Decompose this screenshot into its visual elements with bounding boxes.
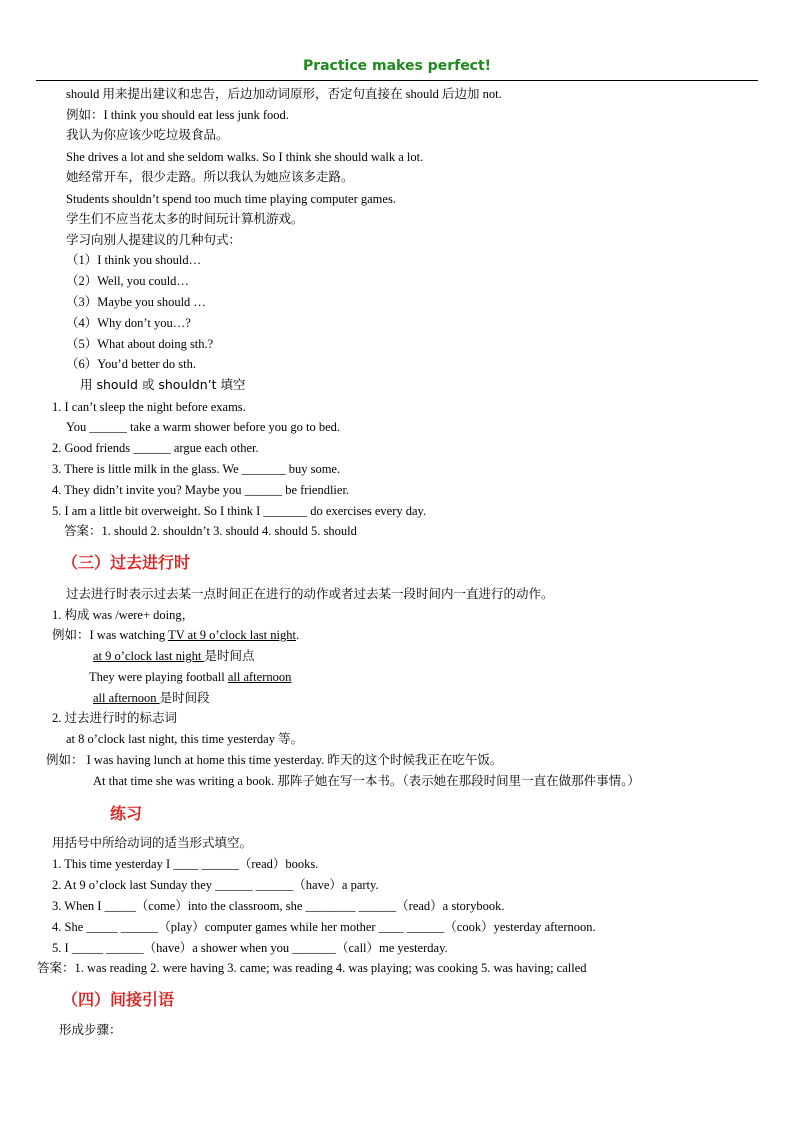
text-line: should 用来提出建议和忠告，后边加动词原形，否定句直接在 should 后边加 not. <box>66 87 502 101</box>
text-line: 学生们不应当花太多的时间玩计算机游戏。 <box>66 211 304 226</box>
text-line: 例如：I think you should eat less junk food. <box>66 108 289 122</box>
example-line <box>52 627 299 643</box>
section-heading: （三）过去进行时 <box>62 553 191 572</box>
exercise-item: 1. This time yesterday I ____ ______（read）books. <box>52 857 319 871</box>
list-item: （3）Maybe you should … <box>66 295 206 309</box>
page-header-title: Practice makes perfect! <box>302 58 492 74</box>
list-item: （4）Why don’t you…? <box>66 316 191 330</box>
exercise-item: 4. They didn’t invite you? Maybe you ______ be friendlier. <box>52 483 350 497</box>
answer-key: 答案：1. should 2. shouldn’t 3. should 4. should 5. should <box>64 524 357 538</box>
underlined-phrase: all afternoon <box>93 691 160 705</box>
section-heading: 练习 <box>110 804 143 823</box>
exercise-instruction: 用 should 或 shouldn’t 填空 <box>80 377 246 392</box>
exercise-item: 2. At 9 o’clock last Sunday they ______ ______（have）a party. <box>52 878 379 892</box>
example-line <box>93 648 254 664</box>
exercise-item: 1. I can’t sleep the night before exams. <box>52 400 246 414</box>
text-line: 2. 过去进行时的标志词 <box>52 711 178 725</box>
text-line: 过去进行时表示过去某一点时间正在进行的动作或者过去某一段时间内一直进行的动作。 <box>66 586 554 601</box>
exercise-item: 3. There is little milk in the glass. We _______ buy some. <box>52 462 341 476</box>
text-line: She drives a lot and she seldom walks. So I think she should walk a lot. <box>66 150 424 164</box>
example-text: . <box>295 628 300 642</box>
underlined-phrase: at 9 o’clock last night <box>93 649 205 663</box>
text-line: Students shouldn’t spend too much time playing computer games. <box>66 192 396 206</box>
exercise-item: You ______ take a warm shower before you go to bed. <box>66 420 341 434</box>
answer-key: 答案：1. was reading 2. were having 3. came; was reading 4. was playing; was cooking 5. was having; called <box>37 961 587 975</box>
exercise-item: 2. Good friends ______ argue each other. <box>52 441 259 455</box>
exercise-item: 3. When I _____（come）into the classroom, she ________ ______（read）a storybook. <box>52 899 505 913</box>
example-line: 例如： I was having lunch at home this time yesterday. 昨天的这个时候我正在吃午饭。 <box>46 753 503 767</box>
exercise-item: 4. She _____ ______（play）computer games while her mother ____ ______（cook）yesterday afternoon. <box>52 920 596 934</box>
text-line: 我认为你应该少吃垃圾食品。 <box>66 127 229 142</box>
example-text: 例如：I was watching <box>52 628 169 642</box>
text-line: 她经常开车，很少走路。所以我认为她应该多走路。 <box>66 169 354 184</box>
example-text: 是时间段 <box>159 690 210 705</box>
section-heading: （四）间接引语 <box>62 990 175 1009</box>
text-line: at 8 o’clock last night, this time yesterday 等。 <box>66 732 304 746</box>
exercise-instruction: 用括号中所给动词的适当形式填空。 <box>52 835 253 850</box>
underlined-phrase: TV at 9 o’clock last night <box>168 628 296 642</box>
example-line <box>93 690 210 706</box>
header-rule <box>36 80 758 81</box>
text-line: 形成步骤： <box>59 1022 122 1037</box>
exercise-item: 5. I am a little bit overweight. So I think I _______ do exercises every day. <box>52 504 427 518</box>
underlined-phrase: all afternoon <box>227 670 292 684</box>
example-line: At that time she was writing a book. 那阵子她在写一本书。（表示她在那段时间里一直在做那件事情。） <box>93 774 640 788</box>
list-item: （1）I think you should… <box>66 253 202 267</box>
list-item: （5）What about doing sth.? <box>66 337 214 351</box>
example-text: They were playing football <box>89 670 228 684</box>
list-item: （2）Well, you could… <box>66 274 189 288</box>
text-line: 1. 构成 was /were+ doing， <box>52 608 195 622</box>
example-line <box>89 669 291 685</box>
example-text: 是时间点 <box>204 648 255 663</box>
list-item: （6）You’d better do sth. <box>66 357 196 371</box>
exercise-item: 5. I _____ ______（have）a shower when you _______（call）me yesterday. <box>52 941 448 955</box>
text-line: 学习向别人提建议的几种句式： <box>66 232 242 247</box>
